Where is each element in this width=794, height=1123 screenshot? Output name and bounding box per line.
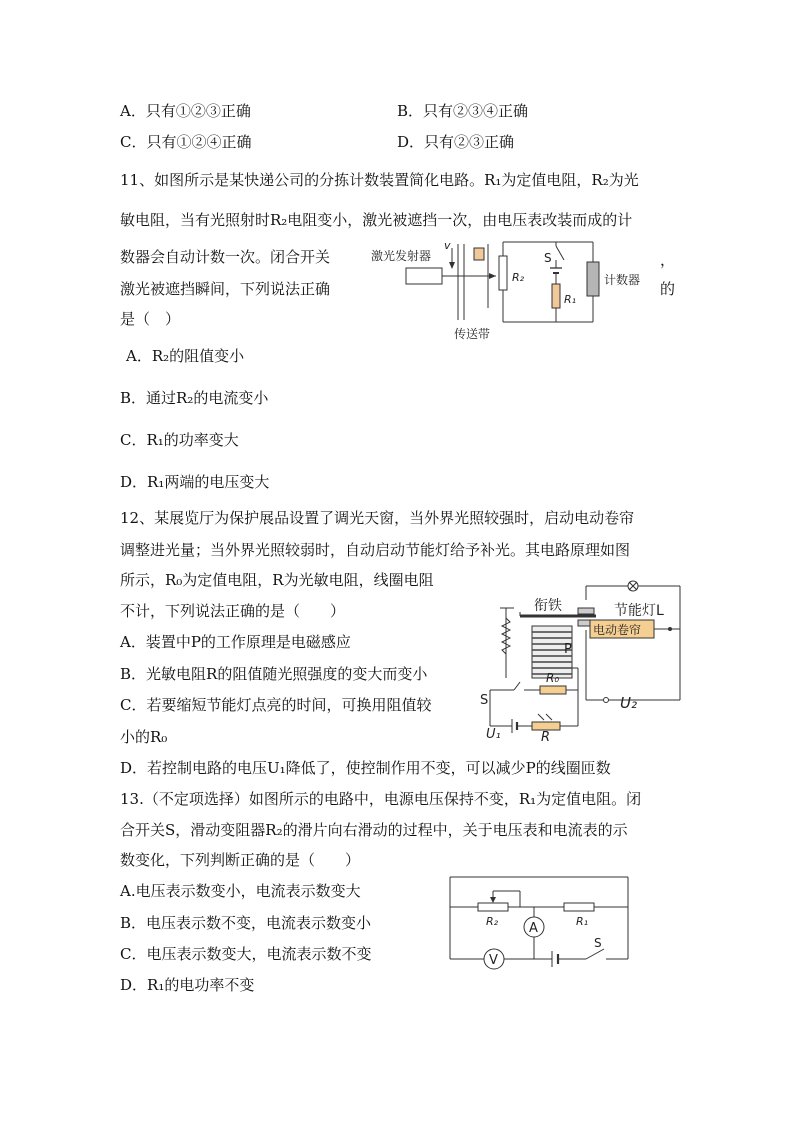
switch-label: S [544, 251, 552, 265]
q13-stem-line3: 数变化，下列判断正确的是（ ） [120, 851, 361, 869]
q11-stem-line3: 数器会自动计数一次。闭合开关 [120, 248, 331, 266]
r2-label: R₂ [486, 915, 499, 928]
switch-label: S [480, 693, 489, 708]
option-a: A．只有①②③正确 [120, 102, 251, 120]
q11-option-b: B．通过R₂的电流变小 [120, 389, 269, 407]
q11-circuit-diagram [368, 236, 641, 346]
q11-stem-line5: 是（ ） [120, 310, 181, 328]
belt-label: 传送带 [454, 327, 491, 341]
counter-meter [587, 262, 599, 296]
q13-option-c: C．电压表示数变大，电流表示数不变 [120, 945, 372, 963]
option-b: B．只有②③④正确 [397, 102, 529, 120]
q13-option-b: B．电压表示数不变，电流表示数变小 [120, 914, 372, 932]
lamp-label: 节能灯L [614, 603, 664, 619]
slider-arrow [490, 897, 496, 903]
resistor-r0 [540, 686, 566, 694]
resistor-r1 [552, 284, 560, 308]
q12-option-a: A．装置中P的工作原理是电磁感应 [120, 633, 351, 651]
u1-label: U₁ [486, 727, 501, 742]
q11-option-a: A．R₂的阻值变小 [126, 347, 245, 365]
ammeter-label: A [529, 921, 538, 936]
voltmeter-label: V [489, 953, 498, 968]
u2-label: U₂ [620, 694, 637, 712]
q12-option-c-line1: C．若要缩短节能灯点亮的时间，可换用阻值较 [120, 696, 432, 714]
resistor-r1 [564, 903, 594, 911]
q12-stem-line1: 12、某展览厅为保护展品设置了调光天窗，当外界光照较强时，启动电动卷帘 [120, 509, 635, 527]
q11-stem-line2: 敏电阻，当有光照射时R₂电阻变小，激光被遮挡一次，由电压表改装而成的计 [120, 211, 633, 229]
q13-option-a: A.电压表示数变小，电流表示数变大 [120, 882, 361, 900]
resistor-r2 [499, 256, 507, 290]
q12-stem-line2: 调整进光量；当外界光照较弱时，自动启动节能灯给予补光。其电路原理如图 [120, 541, 631, 559]
q11-stem-line1: 11、如图所示是某快递公司的分拣计数装置简化电路。R₁为定值电阻，R₂为光 [120, 171, 639, 189]
q11-stem-line4-tail: 的 [660, 280, 676, 298]
q12-stem-line3: 所示，R₀为定值电阻，R为光敏电阻，线圈电阻 [120, 571, 434, 589]
r2-label: R₂ [512, 271, 525, 284]
q11-stem-line4: 激光被遮挡瞬间，下列说法正确 [120, 280, 331, 298]
option-c: C．只有①②④正确 [120, 133, 252, 151]
switch-s [514, 682, 520, 690]
q12-stem-line4: 不计，下列说法正确的是（ ） [120, 602, 346, 620]
option-d: D．只有②③正确 [397, 133, 515, 151]
q13-stem-line1: 13.（不定项选择）如图所示的电路中，电源电压保持不变，R₁为定值电阻。闭 [120, 790, 642, 808]
counter-label: 计数器 [604, 273, 641, 287]
q11-option-d: D．R₁两端的电压变大 [120, 473, 270, 491]
r-label: R [541, 730, 551, 745]
switch-s [556, 246, 564, 260]
q11-option-c: C．R₁的功率变大 [120, 431, 239, 449]
laser-label: 激光发射器 [371, 249, 432, 263]
switch-s [586, 949, 604, 959]
rheostat-r2 [478, 903, 508, 911]
q12-option-d: D．若控制电路的电压U₁降低了，使控制作用不变，可以减少P的线圈匝数 [120, 759, 611, 777]
laser-emitter [406, 268, 442, 284]
q12-relay-circuit-diagram [470, 578, 692, 745]
switch-label: S [594, 936, 602, 950]
q13-option-d: D．R₁的电功率不变 [120, 976, 255, 994]
armature-label: 衔铁 [534, 598, 562, 614]
velocity-label: v [444, 239, 451, 252]
q12-option-b: B．光敏电阻R的阻值随光照强度的变大而变小 [120, 665, 428, 683]
photoresistor-r [532, 722, 560, 730]
r1-label: R₁ [576, 915, 589, 928]
q13-circuit-diagram [444, 873, 634, 973]
q13-stem-line2: 合开关S，滑动变阻器R₂的滑片向右滑动的过程中，关于电压表和电流表的示 [120, 821, 628, 839]
q12-option-c-line2: 小的R₀ [120, 728, 168, 746]
r0-label: R₀ [546, 671, 560, 685]
q11-stem-line3-tail: ， [660, 251, 676, 269]
package-box [474, 248, 484, 260]
p-label: P [564, 642, 572, 657]
r1-label: R₁ [564, 293, 577, 306]
curtain-label: 电动卷帘 [593, 623, 642, 637]
